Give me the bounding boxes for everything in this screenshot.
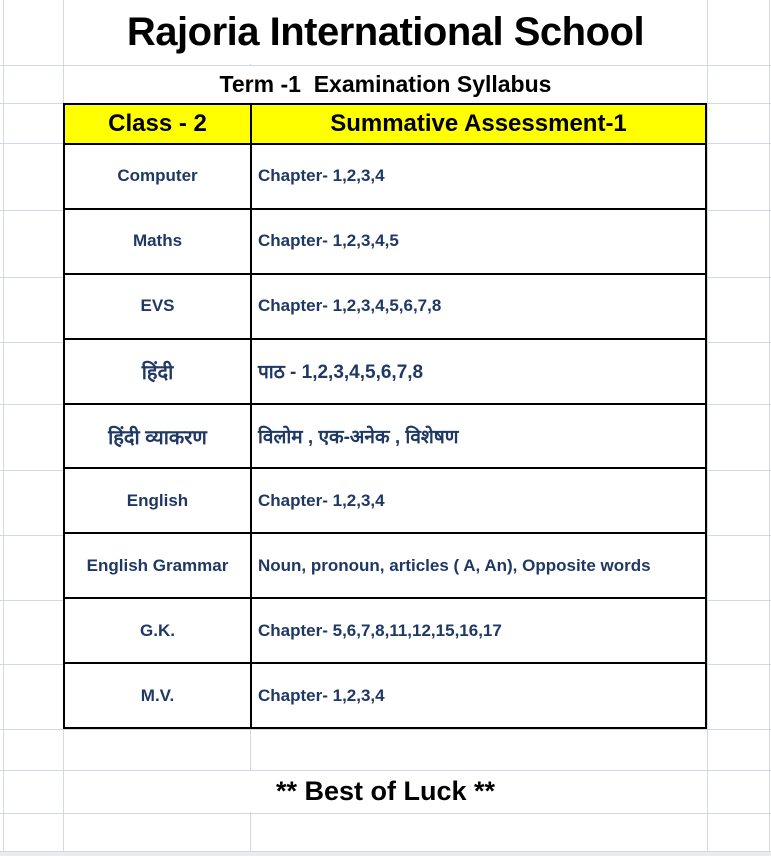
class-header-cell: Class - 2 <box>65 105 252 143</box>
table-row <box>65 534 705 599</box>
gridline-horizontal <box>0 729 771 730</box>
subject-cell: Maths <box>65 210 252 273</box>
table-row <box>65 599 705 664</box>
table-row <box>65 145 705 210</box>
assessment-header-cell: Summative Assessment-1 <box>330 110 627 137</box>
gridline-horizontal <box>0 813 771 814</box>
subject-cell: EVS <box>65 275 252 338</box>
chapter-cell: Noun, pronoun, articles ( A, An), Opposite words <box>258 555 651 575</box>
subject-cell: English Grammar <box>65 534 252 597</box>
page-subtitle: Term -1 Examination Syllabus <box>219 70 552 97</box>
table-row <box>65 275 705 340</box>
partial-row-strip <box>0 852 771 856</box>
title-cell <box>64 0 707 64</box>
chapter-cell: Chapter- 1,2,3,4 <box>258 490 385 510</box>
page-title: Rajoria International School <box>126 9 645 54</box>
gridline-vertical <box>707 0 708 851</box>
gridline-vertical <box>3 0 4 851</box>
chapter-cell: Chapter- 1,2,3,4,5 <box>258 231 399 251</box>
subject-cell: M.V. <box>65 664 252 727</box>
footer-cell <box>64 771 707 812</box>
gridline-vertical <box>769 0 770 851</box>
chapter-cell: पाठ - 1,2,3,4,5,6,7,8 <box>258 362 424 384</box>
subject-cell: हिंदी <box>65 340 252 403</box>
subtitle-cell <box>64 66 707 102</box>
table-row <box>65 664 705 727</box>
chapter-cell: Chapter- 1,2,3,4,5,6,7,8 <box>258 296 442 316</box>
subject-cell: Computer <box>65 145 252 208</box>
chapter-cell: विलोम , एक-अनेक , विशेषण <box>258 427 459 448</box>
syllabus-table <box>63 103 707 729</box>
table-row <box>65 210 705 275</box>
chapter-cell: Chapter- 1,2,3,4 <box>258 166 385 186</box>
subject-cell: English <box>65 469 252 532</box>
table-header-row <box>65 105 705 145</box>
footer-message: ** Best of Luck ** <box>275 776 496 806</box>
table-row <box>65 340 705 405</box>
chapter-cell: Chapter- 5,6,7,8,11,12,15,16,17 <box>258 620 502 640</box>
table-row <box>65 405 705 470</box>
subject-cell: हिंदी व्याकरण <box>65 405 252 468</box>
chapter-cell: Chapter- 1,2,3,4 <box>258 685 385 705</box>
table-row <box>65 469 705 534</box>
subject-cell: G.K. <box>65 599 252 662</box>
